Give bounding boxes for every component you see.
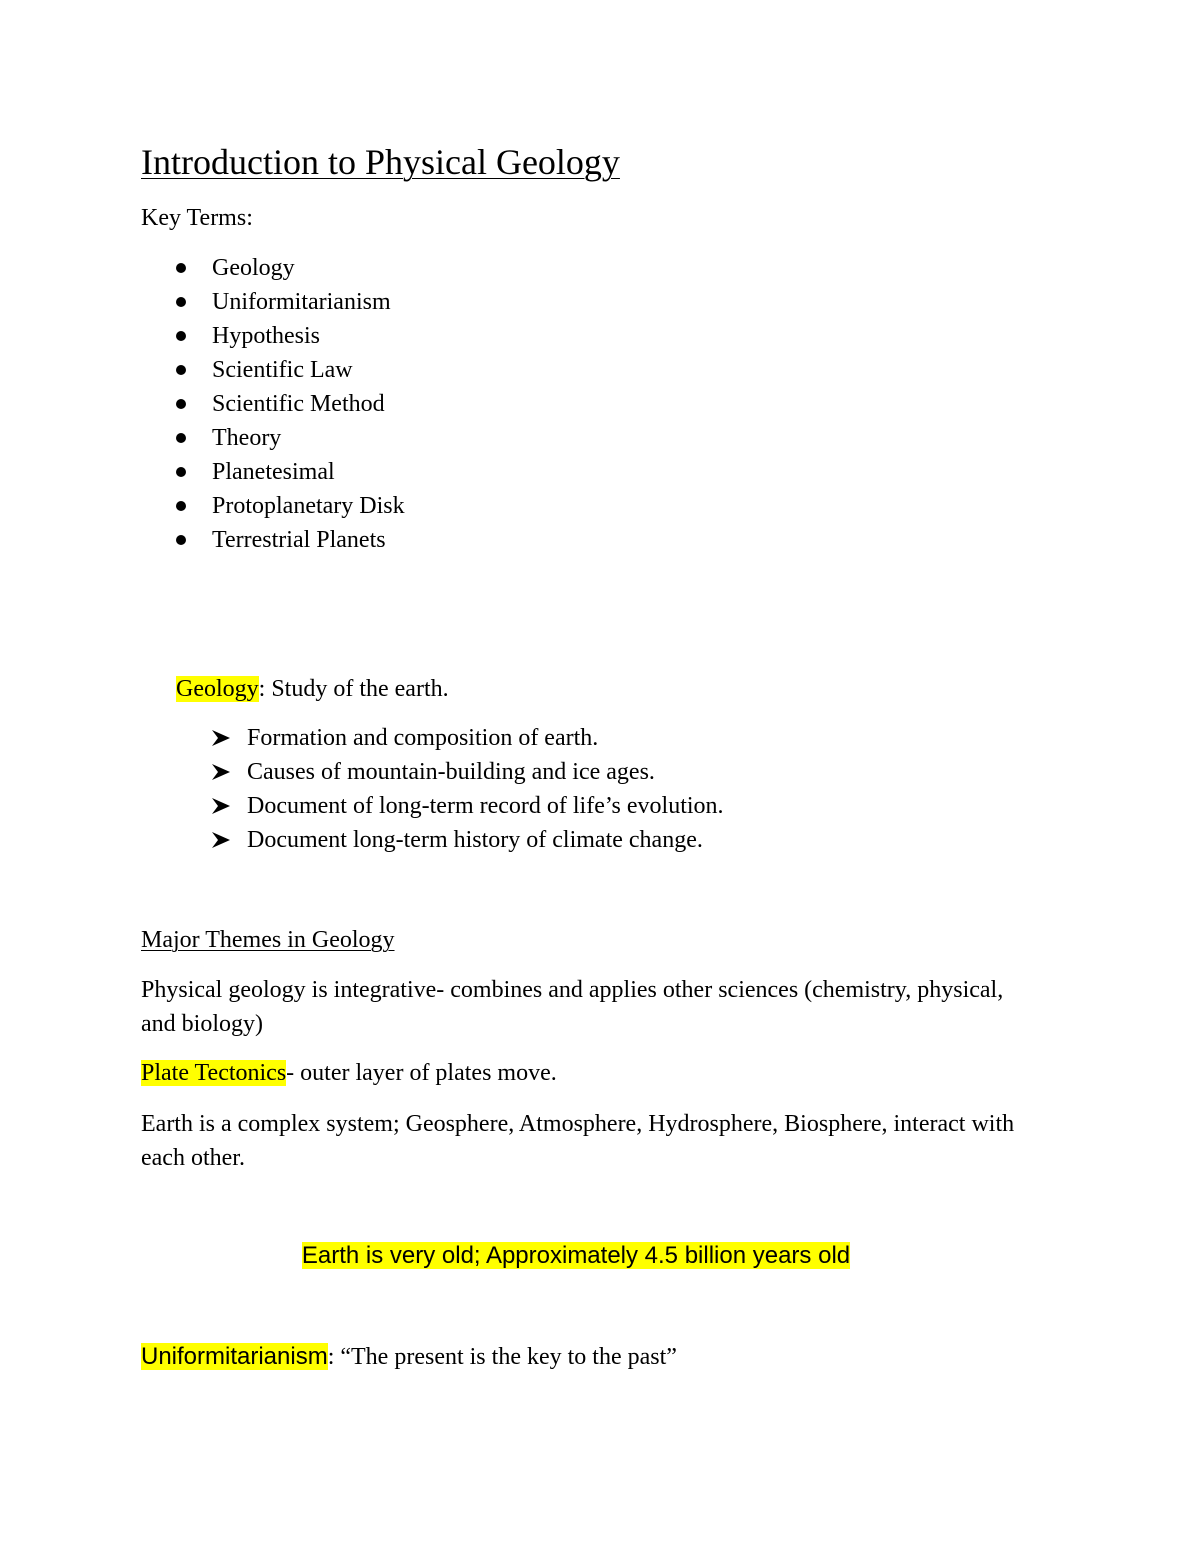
arrow-bullet-icon: [211, 729, 231, 747]
earth-age-statement: [141, 1239, 1011, 1273]
definition-text: : Study of the earth.: [258, 676, 449, 702]
arrow-bullet-icon: [211, 797, 231, 815]
point-text: Causes of mountain-building and ice ages.: [247, 759, 655, 785]
bullet-icon: [176, 501, 186, 511]
key-term-text: Scientific Law: [212, 357, 353, 383]
bullet-icon: [176, 331, 186, 341]
list-item: [141, 721, 724, 755]
key-term-text: Terrestrial Planets: [212, 527, 386, 553]
uniformitarianism-definition: [141, 1340, 677, 1374]
definition-text: - outer layer of plates move.: [286, 1060, 557, 1086]
list-item: [141, 789, 724, 823]
bullet-icon: [176, 263, 186, 273]
list-item: [141, 455, 405, 489]
list-item: [141, 251, 405, 285]
highlighted-term: Uniformitarianism: [141, 1343, 328, 1370]
bullet-icon: [176, 535, 186, 545]
key-term-text: Protoplanetary Disk: [212, 493, 405, 519]
section-heading-major-themes: Major Themes in Geology: [141, 927, 395, 953]
highlighted-statement: Earth is very old; Approximately 4.5 billion years old: [301, 1242, 851, 1269]
highlighted-term: Geology: [176, 676, 259, 702]
key-terms-label: Key Terms:: [141, 205, 253, 231]
list-item: [141, 387, 405, 421]
integrative-paragraph: Physical geology is integrative- combines and applies other sciences (chemistry, physical, and biology): [141, 977, 1004, 1037]
complex-system-paragraph: Earth is a complex system; Geosphere, Atmosphere, Hydrosphere, Biosphere, interact with each other.: [141, 1111, 1015, 1171]
point-text: Document long-term history of climate change.: [247, 827, 703, 853]
arrow-bullet-icon: [211, 831, 231, 849]
list-item: [141, 421, 405, 455]
definition-text: : “The present is the key to the past”: [327, 1344, 677, 1370]
point-text: Formation and composition of earth.: [247, 725, 599, 751]
geology-points-list: [141, 721, 724, 857]
arrow-bullet-icon: [211, 763, 231, 781]
list-item: [141, 353, 405, 387]
bullet-icon: [176, 433, 186, 443]
point-text: Document of long-term record of life’s evolution.: [247, 793, 724, 819]
list-item: [141, 319, 405, 353]
list-item: [141, 523, 405, 557]
key-term-text: Geology: [212, 255, 295, 281]
plate-tectonics-definition: [141, 1056, 557, 1090]
bullet-icon: [176, 297, 186, 307]
bullet-icon: [176, 399, 186, 409]
key-term-text: Planetesimal: [212, 459, 335, 485]
key-term-text: Theory: [212, 425, 282, 451]
page-title: Introduction to Physical Geology: [141, 142, 620, 182]
highlighted-term: Plate Tectonics: [141, 1060, 287, 1086]
bullet-icon: [176, 467, 186, 477]
bullet-icon: [176, 365, 186, 375]
key-term-text: Scientific Method: [212, 391, 385, 417]
list-item: [141, 285, 405, 319]
key-term-text: Uniformitarianism: [212, 289, 391, 315]
list-item: [141, 823, 724, 857]
key-terms-list: [141, 251, 405, 557]
geology-definition: [176, 672, 449, 706]
list-item: [141, 489, 405, 523]
list-item: [141, 755, 724, 789]
key-term-text: Hypothesis: [212, 323, 320, 349]
